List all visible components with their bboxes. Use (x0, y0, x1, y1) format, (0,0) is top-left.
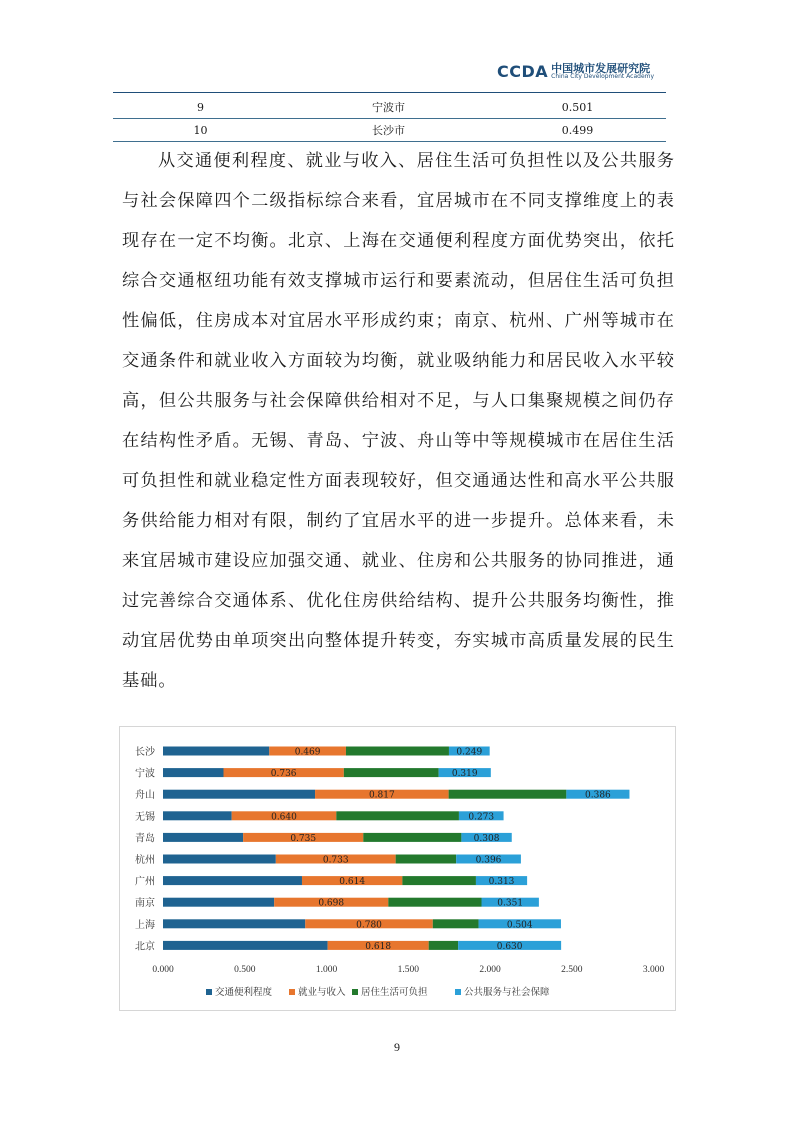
x-tick-label: 1.500 (397, 965, 419, 975)
data-label: 0.630 (496, 941, 523, 952)
body-paragraph: 从交通便利程度、就业与收入、居住生活可负担性以及公共服务与社会保障四个二级指标综合来看，宜居城市在不同支撑维度上的表现存在一定不均衡。北京、上海在交通便利程度方面优势突出，依托综合交通枢纽功能有效支撑城市运行和要素流动，但居住生活可负担性偏低，住房成本对宜居水平形成约束；南京、杭州、广州等城市在交通条件和就业收入方面较为均衡，就业吸纳能力和居民收入水平较高，但公共服务与社会保障供给相对不足，与人口集聚规模之间仍存在结构性矛盾。无锡、青岛、宁波、舟山等中等规模城市在居住生活可负担性和就业稳定性方面表现较好，但交通通达性和高水平公共服务供给能力相对有限，制约了宜居水平的进一步提升。总体来看，未来宜居城市建设应加强交通、就业、住房和公共服务的协同推进，通过完善综合交通体系、优化住房供给结构、提升公共服务均衡性，推动宜居优势由单项突出向整体提升转变，夯实城市高质量发展的民生基础。 (122, 151, 675, 691)
data-label: 0.698 (318, 898, 345, 909)
bar-segment (163, 768, 223, 777)
bar-segment (396, 855, 456, 864)
data-label: 0.313 (488, 877, 515, 888)
org-name-en: China City Development Academy (551, 73, 655, 80)
bar-segment (163, 833, 243, 842)
bar-segment (402, 876, 476, 885)
legend-swatch (352, 989, 358, 995)
legend-swatch (206, 989, 212, 995)
data-label: 0.817 (368, 790, 395, 801)
bar-segment (163, 855, 276, 864)
ccda-logo: CCDA (497, 62, 549, 81)
score-cell: 0.501 (489, 96, 666, 119)
bar-segment (163, 811, 232, 820)
org-name-cn: 中国城市发展研究院 (551, 62, 651, 75)
data-label: 0.386 (585, 790, 611, 801)
x-tick-label: 0.500 (234, 965, 256, 975)
legend-label: 公共服务与社会保障 (464, 987, 550, 998)
bar-segment (163, 919, 305, 928)
rank-cell: 9 (113, 96, 288, 119)
data-label: 0.736 (270, 769, 297, 780)
x-tick-label: 0.000 (152, 965, 174, 975)
category-label: 广州 (135, 876, 155, 888)
data-label: 0.319 (451, 769, 478, 780)
data-label: 0.273 (468, 812, 495, 823)
bar-segment (344, 768, 439, 777)
category-label: 北京 (135, 941, 155, 953)
data-label: 0.618 (365, 941, 392, 952)
city-cell: 长沙市 (288, 119, 489, 142)
x-tick-label: 2.500 (561, 965, 583, 975)
data-label: 0.308 (473, 833, 500, 844)
bar-segment (433, 919, 479, 928)
bar-segment (163, 790, 315, 799)
legend-swatch (289, 989, 295, 995)
chart-svg (120, 727, 675, 1010)
bar-segment (163, 876, 302, 885)
table-row (113, 119, 666, 142)
bar-segment (163, 747, 269, 756)
x-tick-label: 3.000 (642, 965, 665, 975)
data-label: 0.640 (271, 812, 297, 823)
header-rule (113, 92, 666, 93)
data-label: 0.614 (339, 877, 366, 888)
legend-label: 就业与收入 (298, 987, 346, 998)
data-label: 0.733 (322, 855, 349, 866)
bar-segment (449, 790, 567, 799)
legend-label: 交通便利程度 (215, 987, 273, 998)
org-name (551, 63, 654, 80)
data-label: 0.469 (294, 747, 321, 758)
category-label: 南京 (135, 898, 155, 910)
page-number: 9 (394, 1040, 400, 1054)
bar-segment (163, 898, 274, 907)
bar-segment (363, 833, 461, 842)
ranking-table (113, 96, 666, 142)
bar-segment (429, 941, 458, 950)
legend-label: 居住生活可负担 (361, 987, 428, 998)
data-label: 0.735 (290, 833, 317, 844)
category-label: 青岛 (135, 833, 155, 845)
page-header (497, 62, 654, 81)
legend-swatch (455, 989, 461, 995)
category-label: 宁波 (135, 768, 155, 780)
bar-segment (163, 941, 328, 950)
bar-segment (346, 747, 449, 756)
x-tick-label: 1.000 (315, 965, 338, 975)
data-label: 0.396 (475, 855, 502, 866)
category-label: 长沙 (135, 747, 155, 758)
category-label: 上海 (135, 919, 155, 931)
data-label: 0.351 (497, 898, 524, 909)
table-row (113, 96, 666, 119)
x-tick-label: 2.000 (479, 965, 501, 975)
city-cell: 宁波市 (288, 96, 489, 119)
stacked-bar-chart (119, 726, 676, 1011)
bar-segment (388, 898, 481, 907)
score-cell: 0.499 (489, 119, 666, 142)
rank-cell: 10 (113, 119, 288, 142)
category-label: 舟山 (135, 790, 155, 802)
data-label: 0.249 (456, 747, 483, 758)
category-label: 杭州 (135, 855, 155, 866)
category-label: 无锡 (135, 811, 155, 823)
data-label: 0.504 (506, 920, 533, 931)
data-label: 0.780 (356, 920, 382, 931)
bar-segment (336, 811, 459, 820)
